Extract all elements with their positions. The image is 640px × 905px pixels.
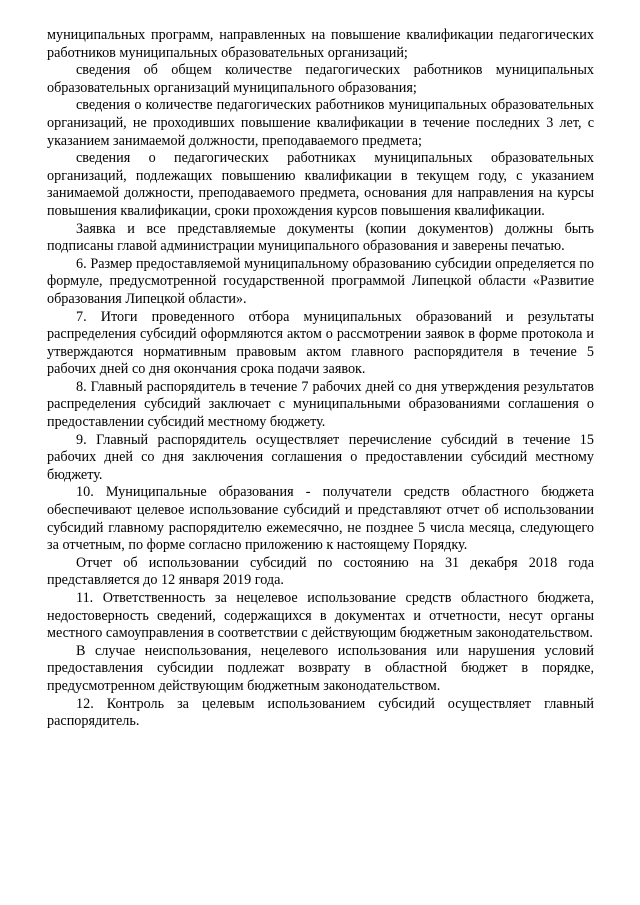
document-page [47, 27, 594, 731]
paragraph-item-7: 7. Итоги проведенного отбора муниципальных образований и результаты распределения субсидий оформляются актом о рассмотрении заявок в форме протокола и утверждаются нормативным правовым актом главного распорядителя в течение 5 рабочих дней со дня окончания срока подачи заявок. [47, 308, 594, 378]
paragraph-item-6: 6. Размер предоставляемой муниципальному образованию субсидии определяется по формуле, предусмотренной государственной программой Липецкой области «Развитие образования Липецкой области». [47, 255, 594, 307]
paragraph-total-teachers: сведения об общем количестве педагогических работников муниципальных образовательных организаций муниципального образования; [47, 62, 594, 96]
paragraph-teachers-to-train: сведения о педагогических работниках муниципальных образовательных организаций, подлежащих повышению квалификации в текущем году, с указанием занимаемой должности, преподаваемого предмета, основания для направления на курсы повышения квалификации, сроки прохождения курсов повышения квалификации. [47, 150, 594, 219]
paragraph-item-8: 8. Главный распорядитель в течение 7 рабочих дней со дня утверждения результатов распределения субсидий заключает с муниципальными образованиями соглашения о предоставлении субсидий местному бюджету. [47, 378, 594, 431]
paragraph-continuation: муниципальных программ, направленных на повышение квалификации педагогических работников муниципальных образовательных организаций; [47, 27, 594, 61]
paragraph-item-10: 10. Муниципальные образования - получатели средств областного бюджета обеспечивают целевое использование субсидий и представляют отчет об использовании субсидий главному распорядителю ежемесячно, не позднее 5 числа месяца, следующего за отчетным, по форме согласно приложению к настоящему Порядку. [47, 484, 594, 554]
paragraph-application-signature: Заявка и все представляемые документы (копии документов) должны быть подписаны главой администрации муниципального образования и заверены печатью. [47, 220, 594, 255]
paragraph-item-9: 9. Главный распорядитель осуществляет перечисление субсидий в течение 15 рабочих дней со дня заключения соглашения о предоставлении субсидий местному бюджету. [47, 431, 594, 483]
paragraph-item-11: 11. Ответственность за нецелевое использование средств областного бюджета, недостоверность сведений, содержащихся в документах и отчетности, несут органы местного самоуправления в соответствии с действующим бюджетным законодательством. [47, 590, 594, 642]
paragraph-report-deadline: Отчет об использовании субсидий по состоянию на 31 декабря 2018 года представляется до 12 января 2019 года. [47, 554, 594, 589]
paragraph-refund: В случае неиспользования, нецелевого использования или нарушения условий предоставления субсидии подлежат возврату в областной бюджет в порядке, предусмотренном действующим бюджетным законодательством. [47, 642, 594, 694]
paragraph-untrained-teachers: сведения о количестве педагогических работников муниципальных образовательных организаций, не проходивших повышение квалификации в течение последних 3 лет, с указанием занимаемой должности, преподаваемого предмета; [47, 97, 594, 149]
paragraph-item-12: 12. Контроль за целевым использованием субсидий осуществляет главный распорядитель. [47, 695, 594, 730]
